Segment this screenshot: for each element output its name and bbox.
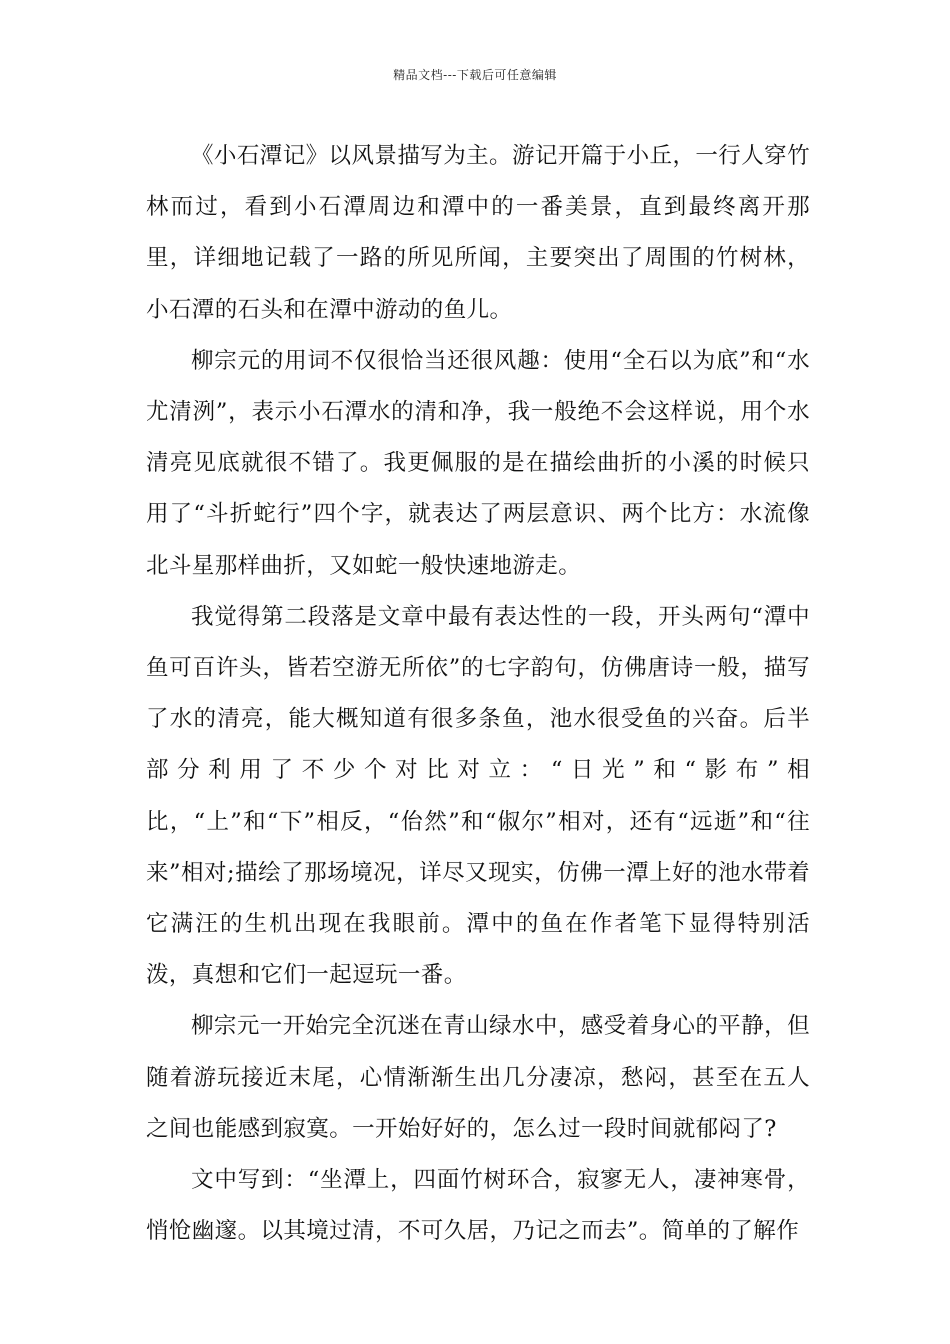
paragraph-5: 文中写到：“坐潭上，四面竹树环合，寂寥无人，凄神寒骨，悄怆幽邃。以其境过清，不可久居，乃记之而去”。简单的了解作: [146, 1167, 810, 1245]
page-header: 精品文档---下载后可任意编辑: [393, 68, 557, 82]
document-body: [146, 131, 810, 1257]
paragraph-1: 《小石潭记》以风景描写为主。游记开篇于小丘，一行人穿竹林而过，看到小石潭周边和潭中的一番美景，直到最终离开那里，详细地记载了一路的所见所闻，主要突出了周围的竹树林，小石潭的石头和在潭中游动的鱼儿。: [146, 143, 810, 323]
paragraph-3: 我觉得第二段落是文章中最有表达性的一段，开头两句“潭中鱼可百许头，皆若空游无所依”的七字韵句，仿佛唐诗一般，描写了水的清亮，能大概知道有很多条鱼，池水很受鱼的兴奋。后半部分利用了不少个对比对立：“日光”和“影布”相比，“上”和“下”相反，“佁然”和“俶尔”相对，还有“远逝”和“往来”相对;描绘了那场境况，详尽又现实，仿佛一潭上好的池水带着它满汪的生机出现在我眼前。潭中的鱼在作者笔下显得特别活泼，真想和它们一起逗玩一番。: [146, 603, 810, 989]
paragraph-2: 柳宗元的用词不仅很恰当还很风趣：使用“全石以为底”和“水尤清洌”，表示小石潭水的清和净，我一般绝不会这样说，用个水清亮见底就很不错了。我更佩服的是在描绘曲折的小溪的时候只用了“斗折蛇行”四个字，就表达了两层意识、两个比方：水流像北斗星那样曲折，又如蛇一般快速地游走。: [146, 347, 810, 579]
paragraph-4: 柳宗元一开始完全沉迷在青山绿水中，感受着身心的平静，但随着游玩接近末尾，心情渐渐生出几分凄凉，愁闷，甚至在五人之间也能感到寂寞。一开始好好的，怎么过一段时间就郁闷了?: [146, 1013, 810, 1142]
